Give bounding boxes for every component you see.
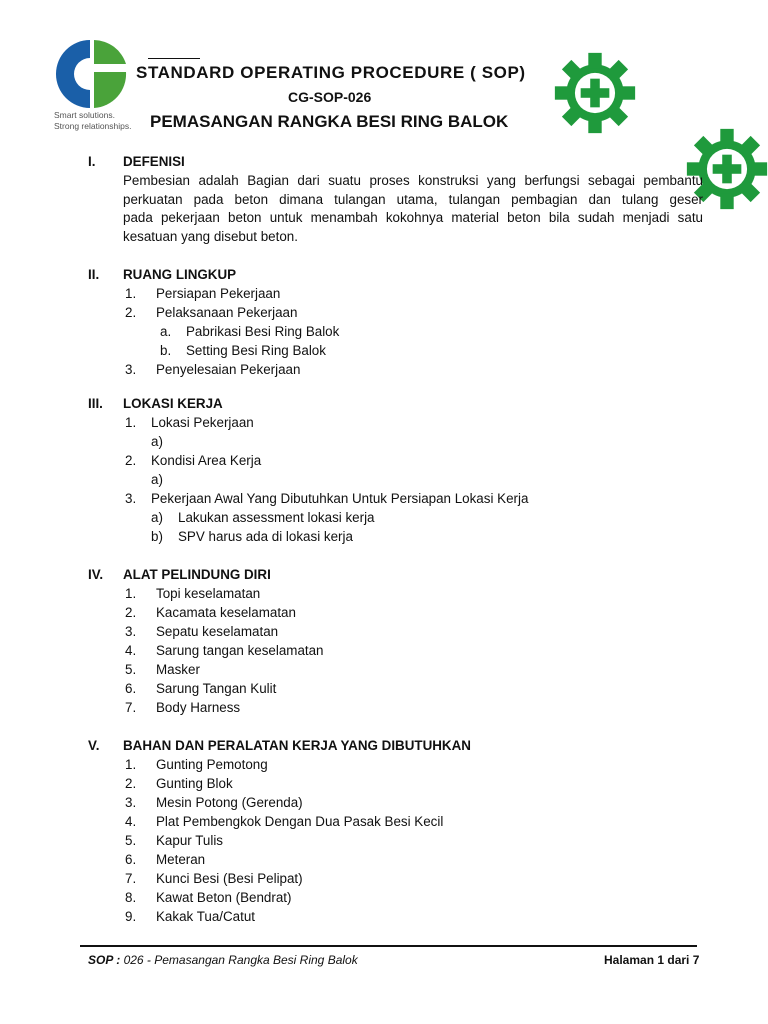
paragraph-line: Pembesian adalah Bagian dari suatu proses konstruksi yang berfungsi sebagai pembantu [123, 173, 703, 188]
paragraph-line: perkuatan pada beton dimana tulangan utama, tulangan pembagian dan tulang geser [123, 191, 703, 207]
list-item: 1. Gunting Pemotong [125, 757, 268, 772]
list-item: 7. Body Harness [125, 700, 241, 715]
list-item: 2. Gunting Blok [125, 776, 233, 791]
list-item: 7. Kunci Besi (Besi Pelipat) [125, 871, 303, 886]
section-number: II. [88, 267, 100, 282]
section-title: ALAT PELINDUNG DIRI [123, 567, 271, 582]
safety-gear-icon [552, 48, 638, 138]
list-item: 3. Pekerjaan Awal Yang Dibutuhkan Untuk Persiapan Lokasi Kerja [125, 491, 529, 506]
list-item: 4. Sarung tangan keselamatan [125, 643, 324, 658]
logo-tagline: Smart solutions. Strong relationships. [54, 110, 132, 131]
list-item: 4. Plat Pembengkok Dengan Dua Pasak Besi Kecil [125, 814, 444, 829]
section-paragraph [123, 172, 703, 246]
list-item: 6. Sarung Tangan Kulit [125, 681, 277, 696]
document-code: CG-SOP-026 [288, 89, 372, 105]
list-item: 6. Meteran [125, 852, 206, 867]
list-item: a) Lakukan assessment lokasi kerja [151, 510, 375, 525]
list-item: a) [151, 434, 163, 449]
list-item: a. Pabrikasi Besi Ring Balok [160, 324, 340, 339]
list-item: 2. Pelaksanaan Pekerjaan [125, 305, 298, 320]
list-item: 1. Lokasi Pekerjaan [125, 415, 254, 430]
list-item: 2. Kacamata keselamatan [125, 605, 296, 620]
paragraph-line: pada pekerjaan beton untuk menambah kokohnya material beton bila sudah menjadi satu [123, 210, 703, 226]
list-item: 5. Masker [125, 662, 200, 677]
list-item: 5. Kapur Tulis [125, 833, 223, 848]
section-number: III. [88, 396, 103, 411]
list-item: a) [151, 472, 163, 487]
footer-divider [80, 945, 697, 947]
list-item: 3. Penyelesaian Pekerjaan [125, 362, 301, 377]
section-title: LOKASI KERJA [123, 396, 223, 411]
document-subtitle: PEMASANGAN RANGKA BESI RING BALOK [150, 112, 509, 131]
list-item: 8. Kawat Beton (Bendrat) [125, 890, 292, 905]
footer-document-ref: SOP : 026 - Pemasangan Rangka Besi Ring Balok [88, 953, 358, 967]
document-title: STANDARD OPERATING PROCEDURE ( SOP) [136, 63, 526, 82]
list-item: 3. Mesin Potong (Gerenda) [125, 795, 303, 810]
paragraph-line: kesatuan yang disebut beton. [123, 228, 298, 244]
footer-page-number: Halaman 1 dari 7 [604, 953, 700, 967]
list-item: b) SPV harus ada di lokasi kerja [151, 529, 353, 544]
list-item: b. Setting Besi Ring Balok [160, 343, 326, 358]
section-title: DEFENISI [123, 154, 185, 169]
section-number: V. [88, 738, 100, 753]
section-number: I. [88, 154, 96, 169]
section-number: IV. [88, 567, 104, 582]
list-item: 1. Topi keselamatan [125, 586, 261, 601]
title-overline [148, 58, 200, 59]
section-title: RUANG LINGKUP [123, 267, 237, 282]
section-title: BAHAN DAN PERALATAN KERJA YANG DIBUTUHKAN [123, 738, 471, 753]
list-item: 1. Persiapan Pekerjaan [125, 286, 281, 301]
list-item: 3. Sepatu keselamatan [125, 624, 279, 639]
list-item: 9. Kakak Tua/Catut [125, 909, 255, 924]
list-item: 2. Kondisi Area Kerja [125, 453, 262, 468]
